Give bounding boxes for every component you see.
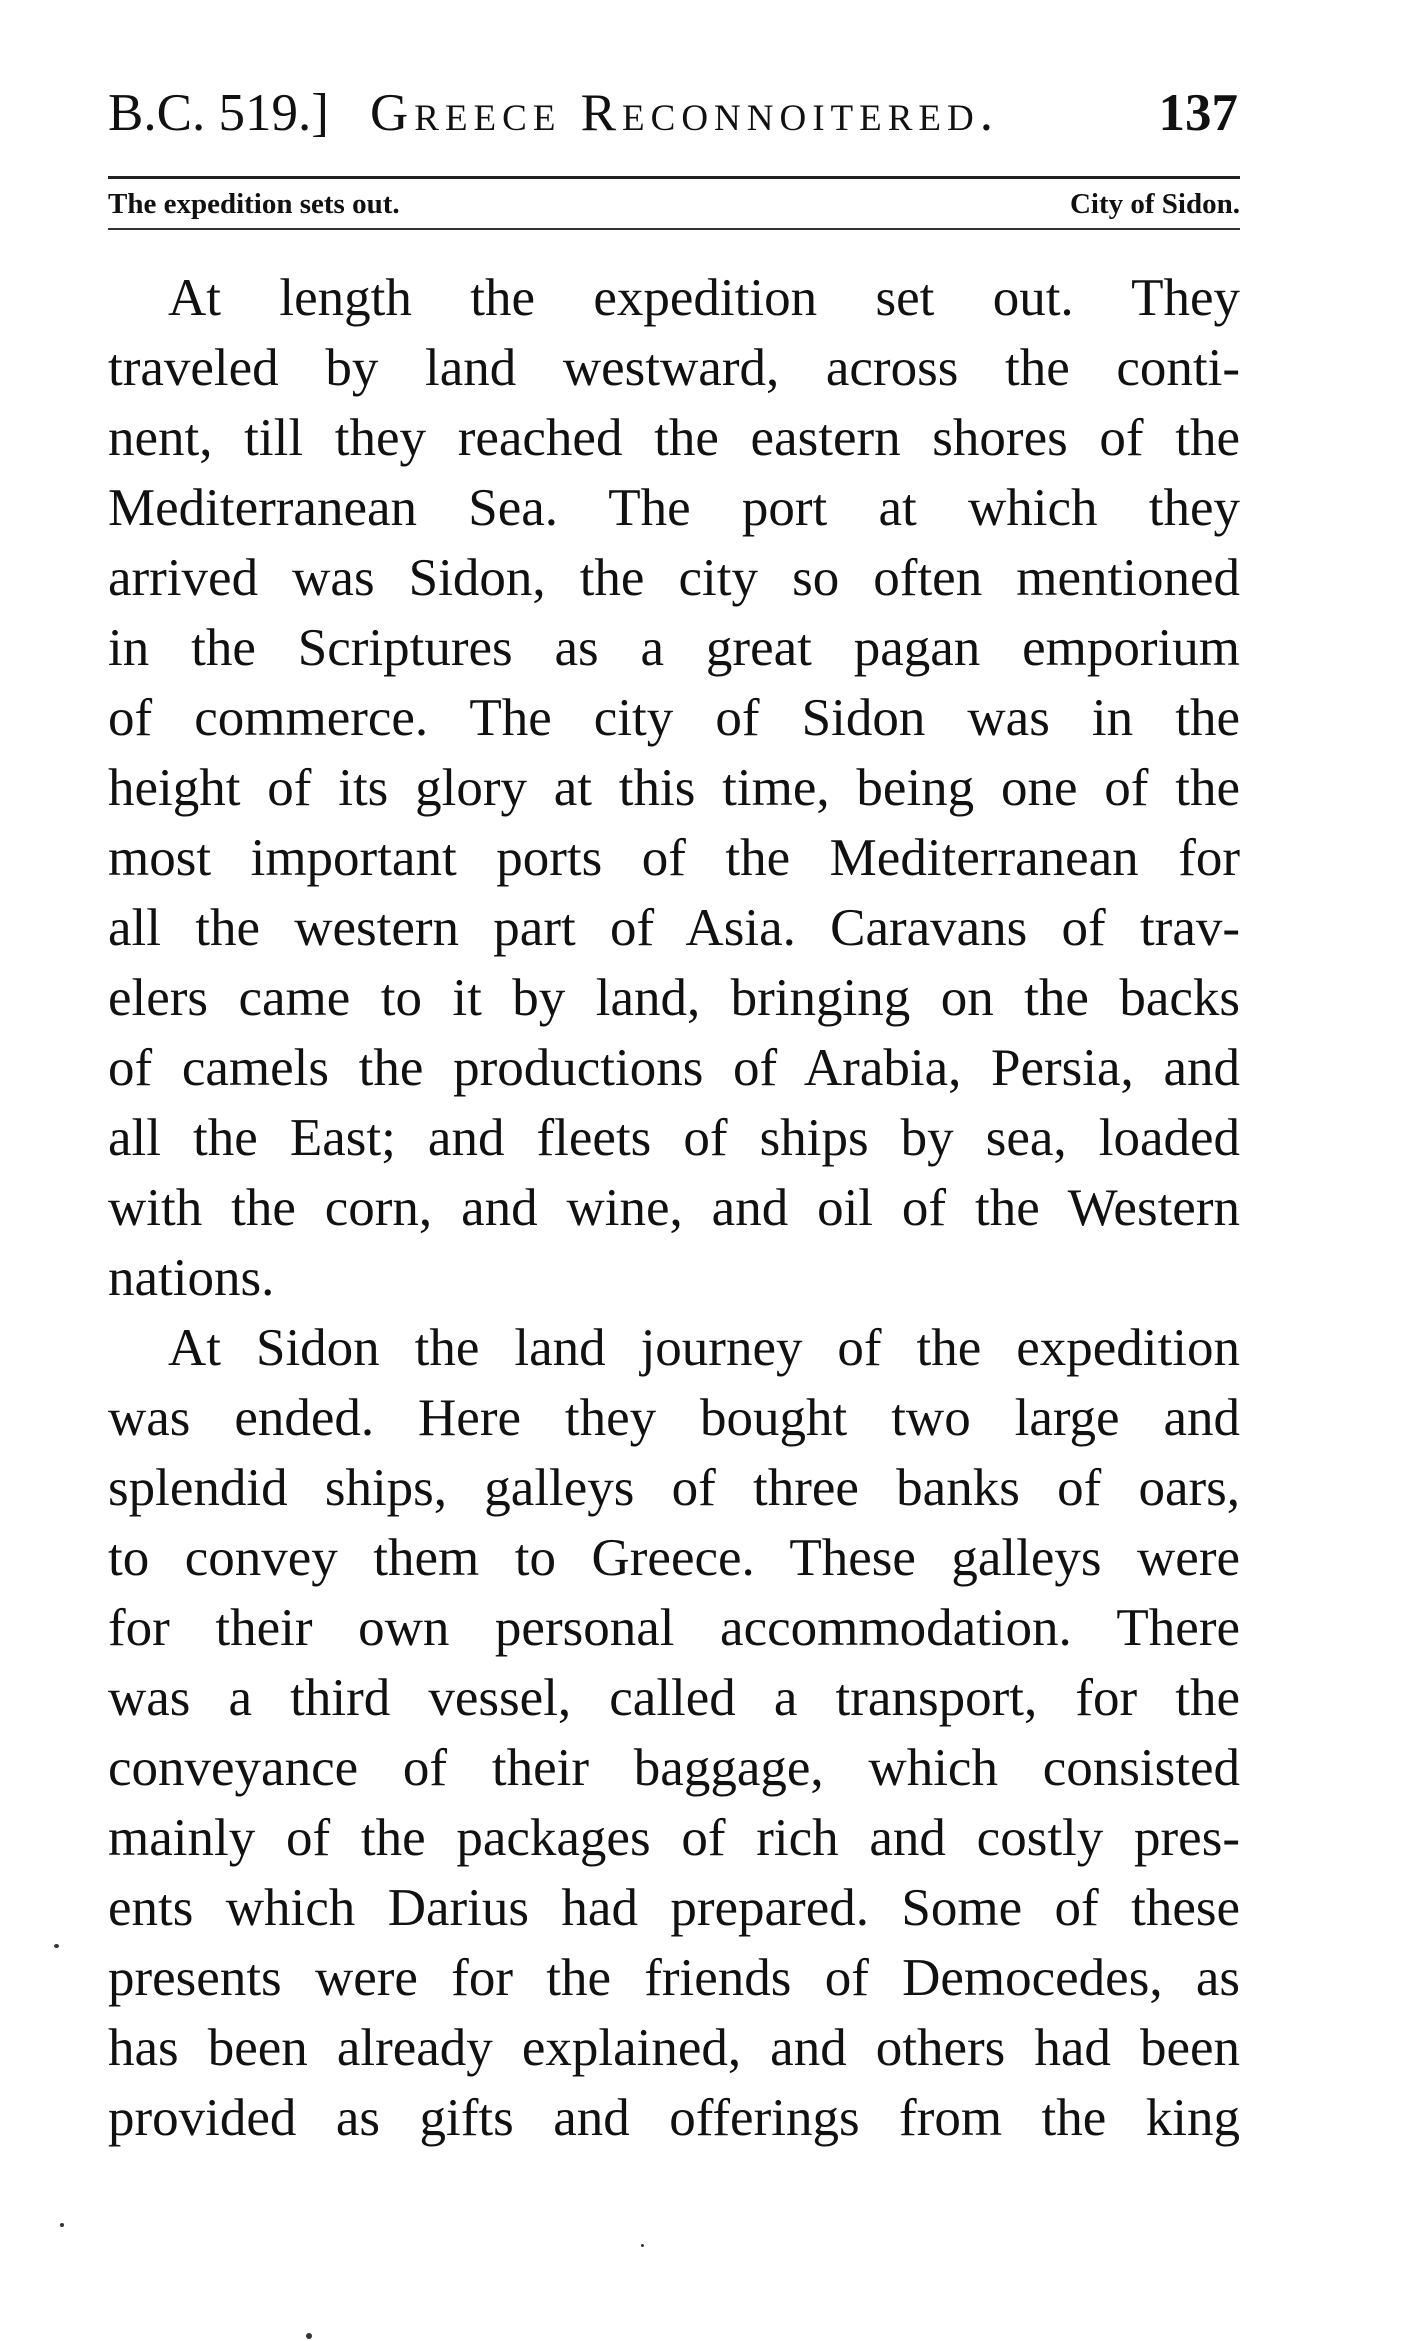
scan-speck: [60, 2223, 64, 2227]
text-line: Mediterranean Sea. The port at which they: [108, 479, 1240, 537]
text-line: elers came to it by land, bringing on the backs: [108, 969, 1240, 1027]
text-line: ents which Darius had prepared. Some of these: [108, 1879, 1240, 1937]
header-date: B.C. 519.]: [108, 84, 329, 142]
text-line: traveled by land westward, across the conti-: [108, 339, 1240, 397]
header-title: Greece Reconnoitered.: [370, 84, 999, 142]
text-line: nent, till they reached the eastern shores of the: [108, 409, 1240, 467]
text-line: to convey them to Greece. These galleys were: [108, 1529, 1240, 1587]
text-line: arrived was Sidon, the city so often mentioned: [108, 549, 1240, 607]
text-line: for their own personal accommodation. There: [108, 1599, 1240, 1657]
text-line: with the corn, and wine, and oil of the Western: [108, 1179, 1240, 1237]
text-line: all the western part of Asia. Caravans of trav-: [108, 899, 1240, 957]
text-line: splendid ships, galleys of three banks of oars,: [108, 1459, 1240, 1517]
text-line: At Sidon the land journey of the expedition: [168, 1319, 1240, 1377]
text-line: height of its glory at this time, being one of the: [108, 759, 1240, 817]
text-line: of commerce. The city of Sidon was in the: [108, 689, 1240, 747]
text-line: most important ports of the Mediterranean for: [108, 829, 1240, 887]
scan-speck: [641, 2244, 644, 2247]
summary-right: City of Sidon.: [1069, 188, 1240, 220]
text-line: mainly of the packages of rich and costly pres-: [108, 1809, 1240, 1867]
marginal-summary: [108, 184, 1240, 224]
text-line: At length the expedition set out. They: [168, 269, 1240, 327]
text-line: nations.: [108, 1249, 275, 1307]
text-line: all the East; and fleets of ships by sea, loaded: [108, 1109, 1240, 1167]
text-line: was ended. Here they bought two large and: [108, 1389, 1240, 1447]
header-rule-bottom: [108, 228, 1240, 230]
header-rule-top: [108, 176, 1240, 179]
scan-speck: [54, 1944, 59, 1948]
scan-speck: [306, 2333, 312, 2339]
text-line: provided as gifts and offerings from the king: [108, 2089, 1240, 2147]
text-line: in the Scriptures as a great pagan emporium: [108, 619, 1240, 677]
page-number: 137: [1158, 84, 1238, 142]
text-line: has been already explained, and others had been: [108, 2019, 1240, 2077]
text-line: conveyance of their baggage, which consisted: [108, 1739, 1240, 1797]
running-header: [108, 78, 1238, 148]
text-line: presents were for the friends of Democedes, as: [108, 1949, 1240, 2007]
summary-left: The expedition sets out.: [108, 188, 400, 220]
body-text: [108, 263, 1240, 2153]
text-line: was a third vessel, called a transport, for the: [108, 1669, 1240, 1727]
text-line: of camels the productions of Arabia, Persia, and: [108, 1039, 1240, 1097]
